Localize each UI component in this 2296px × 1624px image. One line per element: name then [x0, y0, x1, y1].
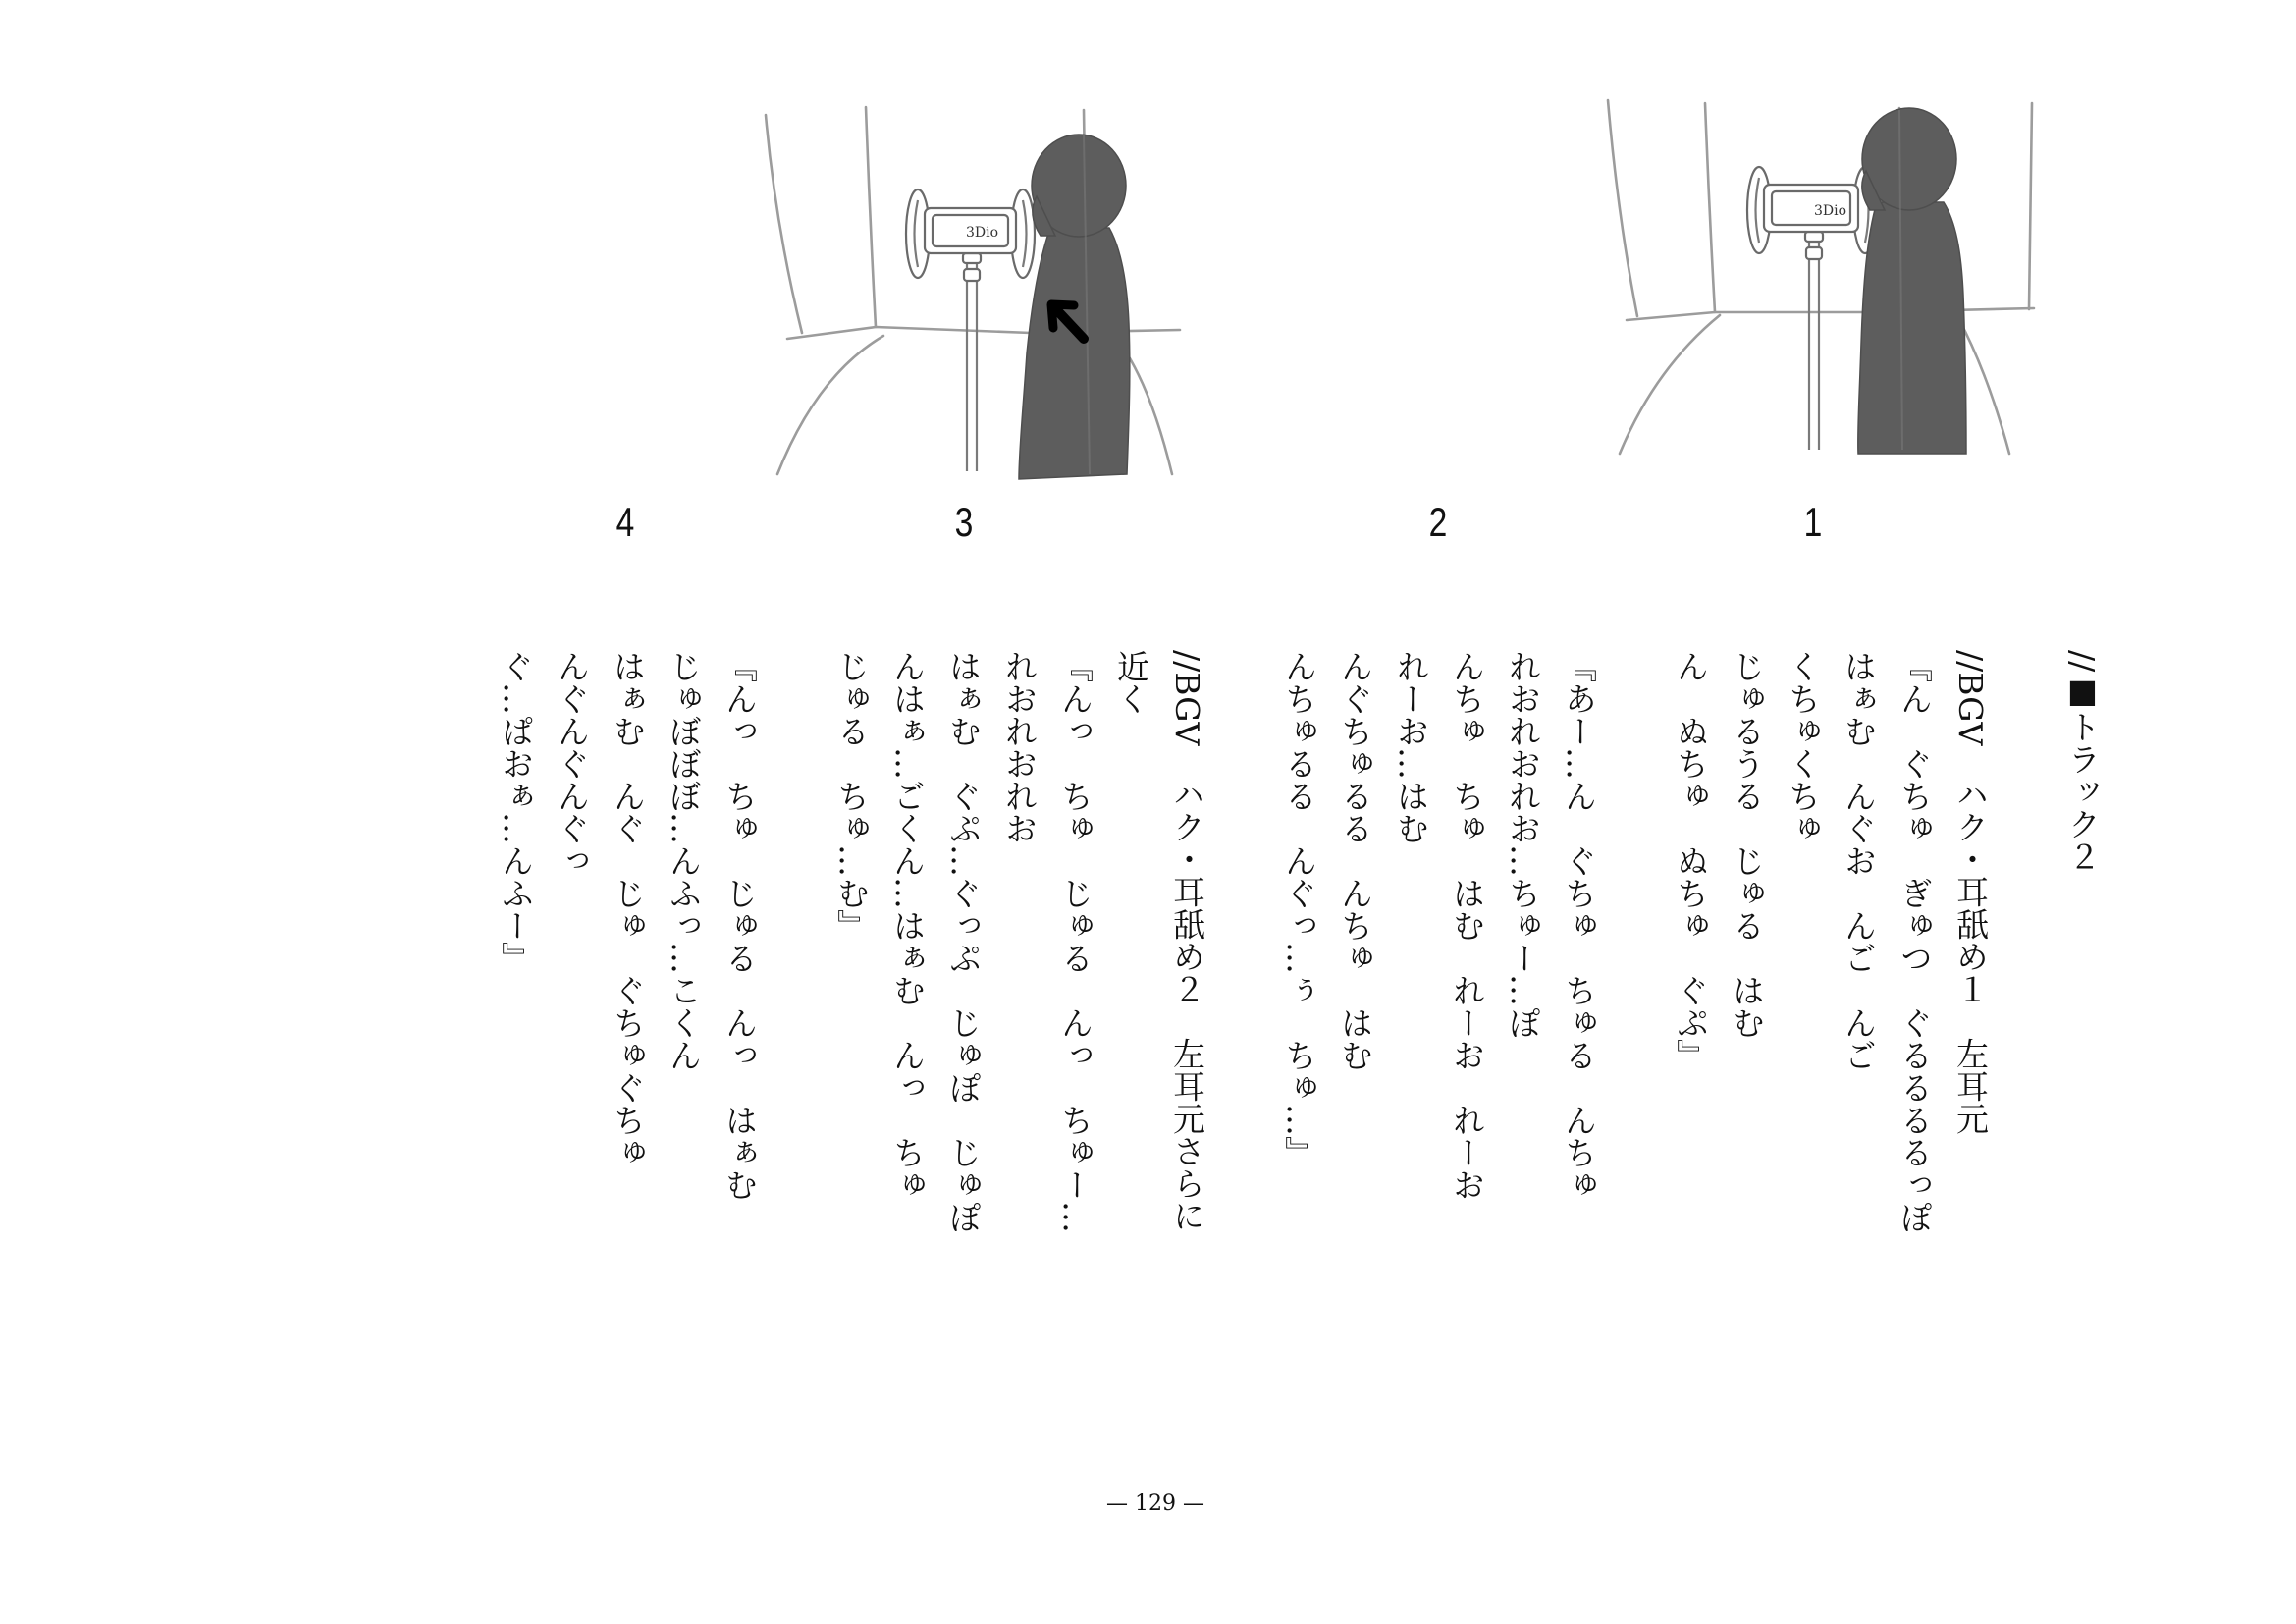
script-line: んはぁ…ごくん…はぁむ んっ ちゅ [888, 650, 927, 1201]
script-line: ぐ…ぱおぁ…んふー』 [497, 650, 535, 974]
script-line: 『あー…ん ぐちゅ ちゅる んちゅ [1560, 650, 1598, 1201]
script-text [488, 650, 2110, 1259]
script-line: じゅるうる じゅる はむ [1728, 650, 1766, 1039]
script-line: じゅぼぼぼ…んふっ…こくん [665, 650, 703, 1071]
script-line: 『んっ ちゅ じゅる んっ はぁむ [721, 650, 759, 1201]
script-line: ん ぬちゅ ぬちゅ ぐぷ』 [1672, 650, 1710, 1071]
room-lines [1608, 100, 2034, 454]
track-title: //■トラック２ [2063, 650, 2102, 873]
script-line: んちゅるる んぐっ…ぅ ちゅ…』 [1280, 650, 1318, 1168]
script-line: んぐんぐんぐっ [553, 650, 591, 877]
mic-brand-label: 3Dio [966, 225, 999, 241]
script-line: じゅる ちゅ…む』 [832, 650, 871, 942]
blank-line [768, 650, 824, 1259]
blank-line [1999, 650, 2055, 1259]
stage-direction: //BGV ハク・耳舐め１ 左耳元 [1951, 650, 1990, 1135]
stage-direction: //BGV ハク・耳舐め２ 左耳元さらに [1168, 650, 1206, 1232]
stage-direction-continued: 近く [1112, 650, 1150, 715]
script-line: はぁむ んぐお んご んご [1840, 650, 1878, 1071]
panel-label-3: 3 [954, 499, 974, 545]
panel-label-2: 2 [1428, 499, 1448, 545]
script-line: くちゅくちゅ [1784, 650, 1822, 844]
script-line: れおれおれお [1000, 650, 1039, 844]
microphone-stand [1747, 167, 1877, 450]
script-line: 『んっ ちゅ じゅる んっ ちゅー… [1056, 650, 1095, 1233]
blank-line [1607, 650, 1663, 1259]
script-line: れおれおれお…ちゅー…ぽ [1504, 650, 1542, 1039]
illustration-panel-1 [1590, 88, 2042, 466]
script-line: はぁむ ぐぷ…ぐっぷ じゅぽ じゅぽ [944, 650, 983, 1233]
script-line: 『ん ぐちゅ ぎゅつ ぐるるるるっぽ [1896, 650, 1934, 1233]
script-line: んちゅ ちゅ はむ れーお れーお [1448, 650, 1486, 1201]
panel-label-4: 4 [615, 499, 635, 545]
script-line: んぐちゅるる んちゅ はむ [1336, 650, 1374, 1071]
illustration-panel-3 [756, 98, 1188, 486]
mic-brand-label: 3Dio [1814, 203, 1847, 219]
listener-silhouette [1858, 108, 1966, 454]
script-line: れーお…はむ [1392, 650, 1430, 844]
page-number: — 129 — [1106, 1491, 1204, 1516]
script-line: はぁむ んぐ じゅ ぐちゅぐちゅ [609, 650, 647, 1168]
blank-line [1215, 650, 1271, 1259]
panel-label-1: 1 [1803, 499, 1823, 545]
